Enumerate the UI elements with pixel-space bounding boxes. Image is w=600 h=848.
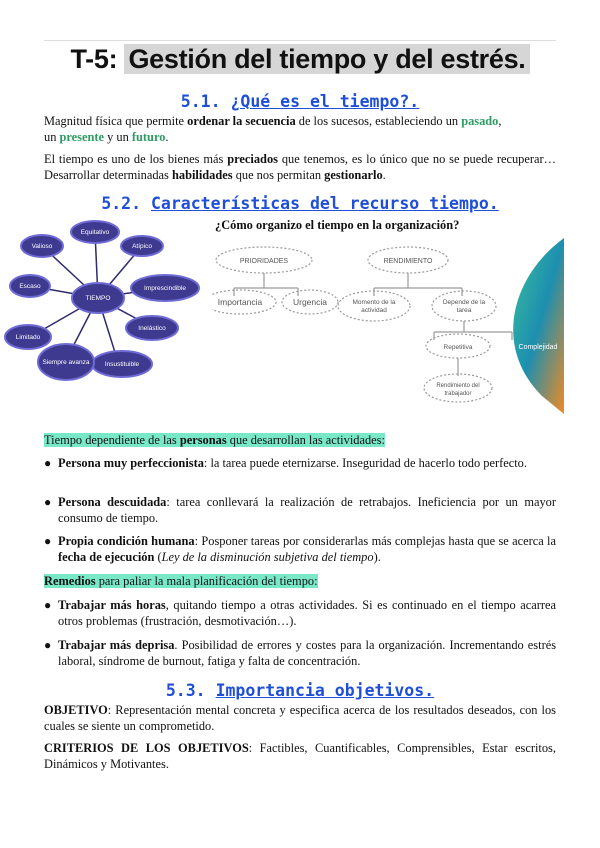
- dependence-intro: [44, 433, 556, 449]
- node-label: Imprescindible: [144, 285, 186, 292]
- text: : Posponer tareas por considerarlas más complejas hasta que se acerca la: [194, 534, 556, 548]
- bullet-icon: ●: [44, 598, 52, 612]
- text-bold: personas: [179, 433, 227, 447]
- section-title: Importancia objetivos.: [215, 681, 435, 700]
- text: y un: [104, 129, 132, 144]
- section-5-3-heading: [0, 681, 600, 700]
- text-futuro: futuro: [131, 129, 166, 144]
- label-rendimiento: RENDIMIENTO: [383, 258, 433, 265]
- time-mind-map: [0, 212, 210, 390]
- label-depende: Depende de la: [442, 299, 486, 306]
- text: Magnitud física que permite: [44, 114, 188, 128]
- text: : la tarea puede eternizarse. Inseguridad de hacerlo todo perfecto.: [203, 456, 527, 470]
- node-label: Equitativo: [80, 229, 110, 236]
- title-highlight: Gestión del tiempo y del estrés.: [124, 44, 529, 74]
- text: que tenemos, es lo único que no se puede recuperar… Desarrollar determinadas: [44, 152, 557, 182]
- bullet-descuidada: [44, 495, 556, 526]
- text-bold: Trabajar más deprisa: [58, 638, 175, 652]
- title-prefix: T-5:: [70, 44, 118, 74]
- label-complejidad: Complejidad: [518, 344, 558, 351]
- text: : Factibles, Cuantificables, Comprensibles, Estar escritos, Dinámicos y Motivantes.: [44, 741, 556, 771]
- objective-criteria: [44, 741, 556, 772]
- label-rendimiento-trabajador: trabajador: [444, 391, 472, 397]
- text: de los sucesos, estableciendo un: [295, 114, 462, 128]
- text: .: [382, 167, 386, 182]
- text-bold: Remedios: [44, 574, 96, 588]
- decorative-leaf: [513, 238, 564, 414]
- section-5-1-heading: [0, 92, 600, 111]
- bullet-icon: ●: [44, 638, 52, 652]
- text: que nos permitan: [232, 167, 325, 182]
- text: : tarea conllevará la realización de retrabajos. Ineficiencia por un mayor consumo de tiempo.: [58, 495, 556, 525]
- bullet-mas-deprisa: [44, 638, 556, 669]
- text-bold: OBJETIVO: [44, 703, 108, 717]
- node-label: Siempre avanza: [42, 359, 90, 366]
- text-bold: CRITERIOS DE LOS OBJETIVOS: [44, 741, 249, 755]
- text-bold: preciados: [227, 152, 278, 166]
- text: un: [44, 129, 60, 144]
- node-label: Insustituible: [104, 361, 140, 368]
- node-label: Limitado: [15, 334, 41, 341]
- text: , quitando tiempo a otras actividades. Si es continuado en el tiempo acarrea otros problemas (frustración, desmotivación…).: [58, 598, 556, 628]
- label-urgencia: Urgencia: [292, 297, 328, 307]
- node-label: Atípico: [132, 243, 152, 250]
- section-number: 5.1.: [180, 92, 221, 111]
- text-italic: Ley de la disminución subjetiva del tiempo: [161, 549, 374, 564]
- top-rule: [44, 40, 556, 41]
- node-label: Escaso: [19, 283, 41, 290]
- objective-definition: [44, 703, 556, 734]
- text-bold: habilidades: [171, 167, 233, 182]
- text-presente: presente: [59, 129, 105, 144]
- highlighted-line: [44, 433, 385, 447]
- text-bold: gestionarlo: [324, 167, 383, 182]
- label-momento: Momento de la: [352, 299, 396, 306]
- section-number: 5.2.: [101, 194, 142, 213]
- label-rendimiento-trabajador: Rendimiento del: [436, 383, 480, 389]
- bullet-icon: ●: [44, 495, 52, 509]
- text-bold: fecha de ejecución: [58, 549, 155, 564]
- diagram-question: ¿Cómo organizo el tiempo en la organización?: [215, 218, 460, 232]
- section-number: 5.3.: [165, 681, 206, 700]
- text: . Posibilidad de errores y costes para la organización. Incrementando estrés laboral, síndrome de burnout, fatiga y falta de concentración.: [58, 638, 557, 668]
- page-title: [0, 44, 600, 75]
- text: El tiempo es uno de los bienes más: [44, 152, 228, 166]
- label-momento: actividad: [361, 307, 387, 314]
- text-bold: Trabajar más horas: [58, 598, 166, 612]
- label-depende: tarea: [456, 307, 472, 314]
- priorities-performance-diagram: [212, 236, 564, 414]
- remedies-intro: [44, 574, 556, 590]
- text: para paliar la mala planificación del tiempo:: [95, 574, 318, 588]
- paragraph-definition: [44, 114, 556, 145]
- text-bold: Persona muy perfeccionista: [58, 456, 204, 470]
- text-bold: Propia condición humana: [58, 534, 195, 548]
- node-label: Valioso: [31, 243, 53, 250]
- text-bold: Persona descuidada: [58, 495, 167, 509]
- text: .: [165, 129, 169, 144]
- bullet-condicion-humana: [44, 534, 556, 565]
- text-pasado: pasado: [461, 114, 499, 128]
- text: : Representación mental concreta y especifica acerca de los resultados deseados, con los cuales se siente un comprometido.: [44, 703, 556, 733]
- center-label: TIEMPO: [85, 295, 111, 302]
- paragraph-value: [44, 152, 556, 183]
- section-title: Características del recurso tiempo.: [151, 194, 499, 213]
- bullet-icon: ●: [44, 456, 52, 470]
- label-importancia: Importancia: [217, 297, 263, 307]
- bullet-icon: ●: [44, 534, 52, 548]
- bullet-mas-horas: [44, 598, 556, 629]
- bullet-perfeccionista: [44, 456, 556, 472]
- text: ,: [498, 114, 502, 128]
- text: (: [154, 549, 162, 564]
- label-prioridades: PRIORIDADES: [239, 258, 289, 265]
- node-label: Inelástico: [138, 325, 166, 332]
- section-5-2-heading: [0, 194, 600, 213]
- text: ).: [373, 549, 381, 564]
- label-repetitiva: Repetitiva: [443, 344, 473, 351]
- text: que desarrollan las actividades:: [226, 433, 385, 447]
- section-title: ¿Qué es el tiempo?.: [230, 92, 420, 111]
- text: Tiempo dependiente de las: [44, 433, 180, 447]
- text-bold: ordenar la secuencia: [187, 114, 296, 128]
- highlighted-line: [44, 574, 318, 588]
